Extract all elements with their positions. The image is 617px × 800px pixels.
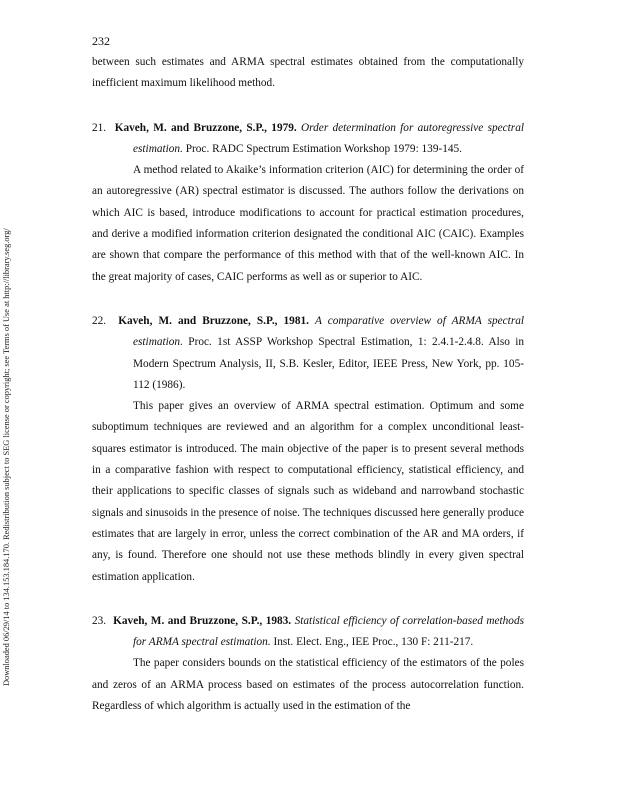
reference-title: Order determination for autoregressive spectral estimation. <box>133 121 524 155</box>
reference-entry-23 <box>92 611 524 717</box>
reference-authors: Kaveh, M. and Bruzzone, S.P., 1981. <box>118 314 309 327</box>
reference-number: 23. <box>92 614 107 627</box>
reference-citation <box>92 611 524 654</box>
download-notice: Downloaded 06/29/14 to 134.153.184.170. Redistribution subject to SEG license or copyright; see Terms of Use at http://library.seg.org/ <box>2 228 11 686</box>
reference-citation <box>92 311 524 396</box>
reference-authors: Kaveh, M. and Bruzzone, S.P., 1983. <box>113 614 292 627</box>
reference-entry-22 <box>92 311 524 588</box>
reference-authors: Kaveh, M. and Bruzzone, S.P., 1979. <box>114 121 297 134</box>
page-number: 232 <box>92 34 110 48</box>
reference-number: 21. <box>92 121 107 134</box>
reference-abstract: The paper considers bounds on the statistical efficiency of the estimators of the poles and zeros of an ARMA process based on estimates of the process autocorrelation function. Regardless of which algorithm is actually used in the estimation of the <box>92 657 524 713</box>
reference-abstract: A method related to Akaike’s information criterion (AIC) for determining the order of an autoregressive (AR) spectral estimator is discussed. The authors follow the derivations on which AIC is based, introduce modifications to account for practical estimation procedures, and derive a modified information criterion designated the conditional AIC (CAIC). Examples are shown that compare the performance of this method with that of the well-known AIC. In the great majority of cases, CAIC performs as well as or superior to AIC. <box>92 164 524 283</box>
reference-source: Proc. 1st ASSP Workshop Spectral Estimation, 1: 2.4.1-2.4.8. Also in Modern Spectrum Analysis, II, S.B. Kesler, Editor, IEEE Press, New York, pp. 105-112 (1986). <box>133 336 525 391</box>
reference-title: Statistical efficiency of correlation-based methods for ARMA spectral estimation. <box>133 614 525 649</box>
reference-citation <box>92 118 524 161</box>
reference-abstract: This paper gives an overview of ARMA spectral estimation. Optimum and some suboptimum techniques are reviewed and an algorithm for a complex unconditional least-squares estimator is introduced. The main objective of the paper is to present several methods in a comparative fashion with respect to computational efficiency, statistical efficiency, and their applications to specific classes of signals such as wideband and narrowband stochastic signals and sinusoids in the presence of noise. The techniques discussed here generally produce estimates that are largely in error, unless the correct combination of the AR and MA orders, if any, is found. Therefore one should not use these methods blindly in every given spectral estimation application. <box>92 400 524 583</box>
reference-entry-21 <box>92 118 524 288</box>
reference-number: 22. <box>92 314 107 327</box>
reference-title: A comparative overview of ARMA spectral estimation. <box>133 314 524 349</box>
reference-source: Proc. RADC Spectrum Estimation Workshop 1979: 139-145. <box>185 142 463 155</box>
intro-paragraph: between such estimates and ARMA spectral estimates obtained from the computationally inefficient maximum likelihood method. <box>92 56 524 90</box>
page-body <box>92 52 524 717</box>
reference-source: Inst. Elect. Eng., IEE Proc., 130 F: 211-217. <box>273 636 474 649</box>
